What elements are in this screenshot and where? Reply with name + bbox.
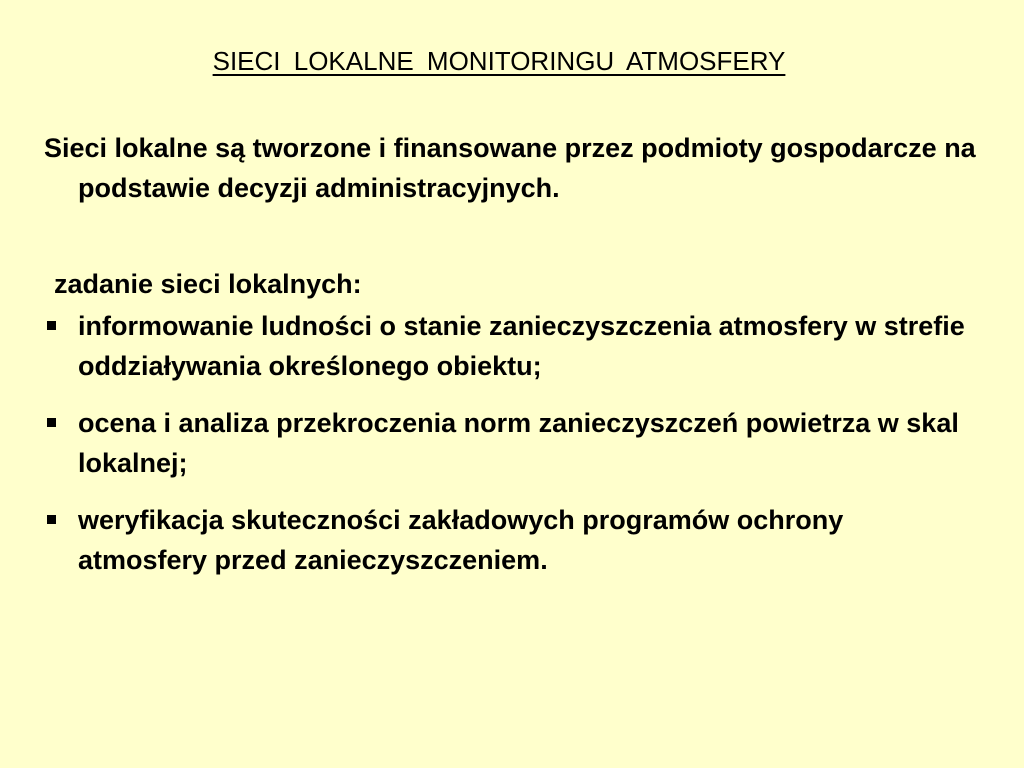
- square-bullet-icon: [47, 418, 56, 427]
- bullet-text: informowanie ludności o stanie zanieczyszczenia atmosfery w strefie oddziaływania określonego obiektu;: [78, 311, 965, 381]
- square-bullet-icon: [47, 321, 56, 330]
- task-bullet-list: [44, 306, 974, 597]
- bullet-item: [44, 403, 974, 483]
- task-label: zadanie sieci lokalnych:: [54, 269, 362, 299]
- bullet-item: [44, 500, 974, 580]
- bullet-text: ocena i analiza przekroczenia norm zanieczyszczeń powietrza w skal lokalnej;: [78, 408, 959, 478]
- bullet-text: weryfikacja skuteczności zakładowych programów ochrony atmosfery przed zanieczyszczeniem.: [78, 505, 844, 575]
- bullet-item: [44, 306, 974, 386]
- slide-title: SIECI LOKALNE MONITORINGU ATMOSFERY: [212, 46, 786, 76]
- square-bullet-icon: [47, 515, 56, 524]
- intro-paragraph: Sieci lokalne są tworzone i finansowane przez podmioty gospodarcze na podstawie decyzji administracyjnych.: [44, 133, 976, 203]
